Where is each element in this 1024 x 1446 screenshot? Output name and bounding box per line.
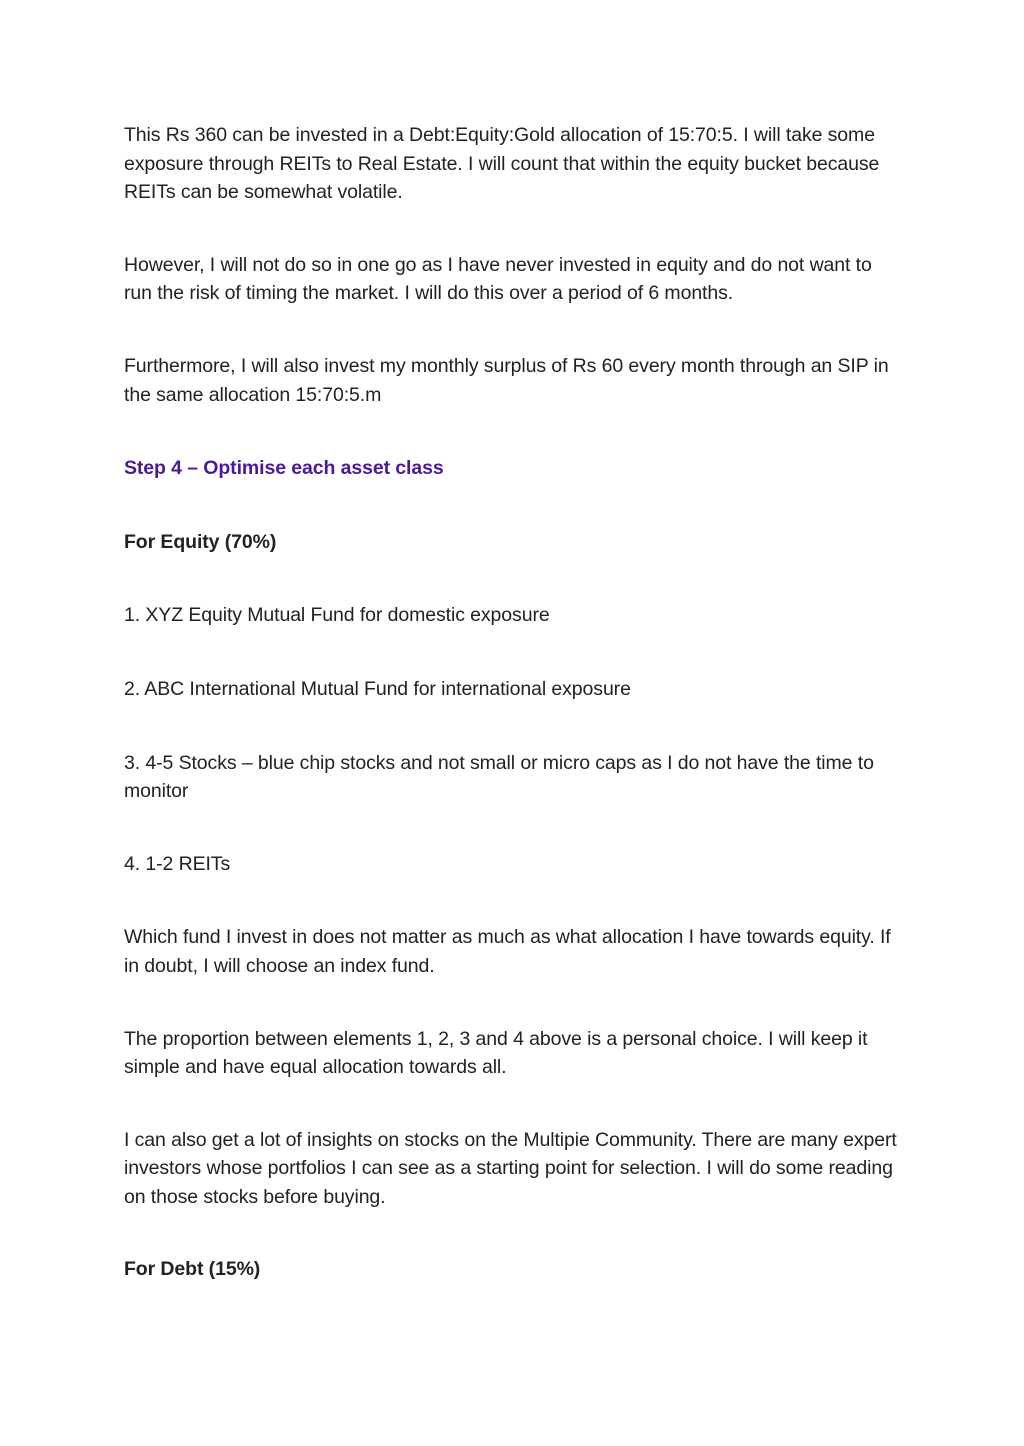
- document-page: [124, 121, 900, 1284]
- paragraph-allocation: This Rs 360 can be invested in a Debt:Equity:Gold allocation of 15:70:5. I will take some exposure through REITs to Real Estate. I will count that within the equity bucket because REITs can be somewhat volatile.: [124, 124, 880, 204]
- step-4-heading: Step 4 – Optimise each asset class: [124, 457, 444, 480]
- equity-heading: For Equity (70%): [124, 530, 277, 553]
- debt-heading: For Debt (15%): [124, 1258, 261, 1281]
- list-item: 3. 4-5 Stocks – blue chip stocks and not small or micro caps as I do not have the time to monitor: [124, 751, 874, 803]
- list-item: 2. ABC International Mutual Fund for international exposure: [124, 677, 631, 700]
- paragraph-fund-choice: Which fund I invest in does not matter as much as what allocation I have towards equity. If in doubt, I will choose an index fund.: [124, 926, 891, 977]
- paragraph-community: I can also get a lot of insights on stocks on the Multipie Community. There are many expert investors whose portfolios I can see as a starting point for selection. I will do some reading on those stocks before buying.: [124, 1128, 897, 1208]
- list-item: 1. XYZ Equity Mutual Fund for domestic exposure: [124, 604, 550, 627]
- paragraph-sip: Furthermore, I will also invest my monthly surplus of Rs 60 every month through an SIP in the same allocation 15:70:5.m: [124, 354, 889, 406]
- paragraph-proportion: The proportion between elements 1, 2, 3 and 4 above is a personal choice. I will keep it simple and have equal allocation towards all.: [124, 1027, 868, 1079]
- list-item: 4. 1-2 REITs: [124, 852, 231, 875]
- paragraph-timing: However, I will not do so in one go as I have never invested in equity and do not want to run the risk of timing the market. I will do this over a period of 6 months.: [124, 253, 872, 305]
